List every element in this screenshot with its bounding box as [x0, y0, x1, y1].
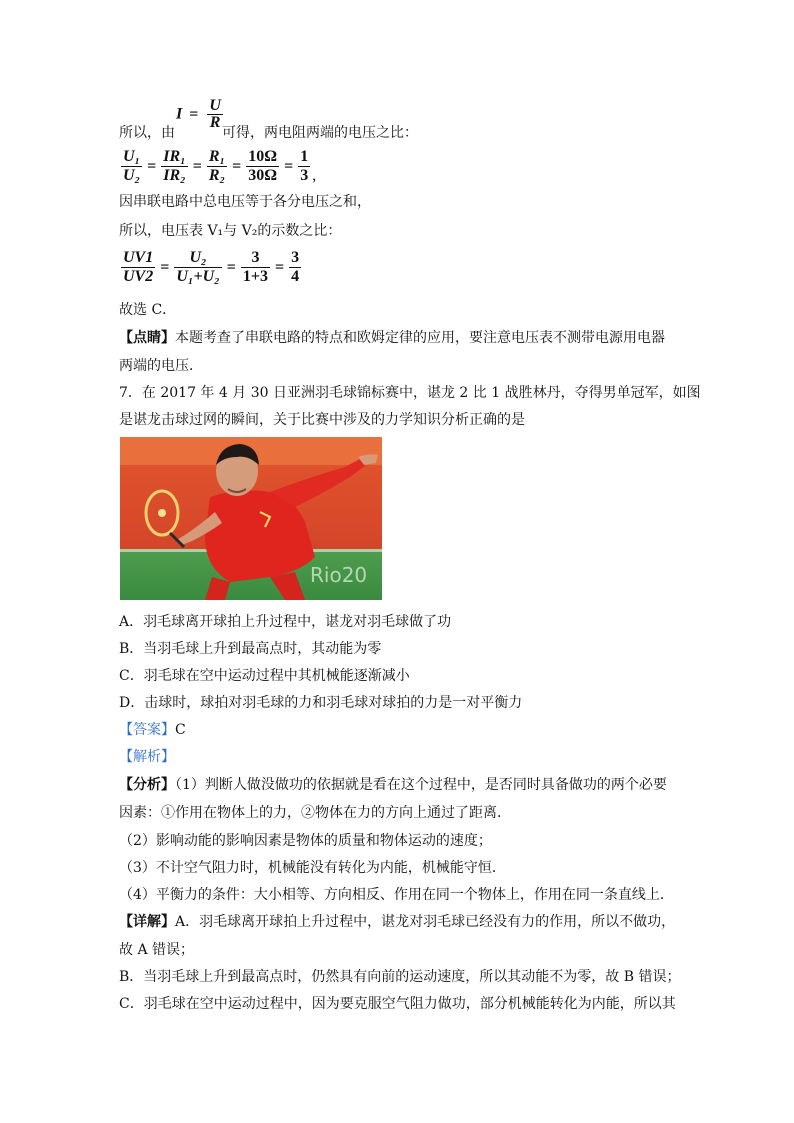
detail-line-3: B．当羽毛球上升到最高点时，仍然具有向前的运动速度，所以其动能不为零，故 B 错误； — [119, 969, 681, 985]
answer-value: C — [175, 722, 186, 738]
ohm-formula: I = $\frac{U}{R}$ — [176, 97, 221, 131]
formula-num: U — [209, 97, 221, 114]
intro-line — [119, 124, 418, 142]
intro-prefix: 所以，由 — [119, 125, 175, 141]
question-7-line-2: 是谌龙击球过网的瞬间，关于比赛中涉及的力学知识分析正确的是 — [119, 412, 525, 428]
option-c: C．羽毛球在空中运动过程中其机械能逐渐减小 — [119, 668, 410, 684]
analysis-line-2: 因素：①作用在物体上的力，②物体在力的方向上通过了距离． — [119, 805, 511, 821]
ratio2-one-plus-three: 1+3 — [242, 268, 268, 285]
comment-tag: 【点睛】 — [119, 330, 175, 346]
voltmeter-line: 所以，电压表 V₁与 V₂的示数之比： — [119, 223, 342, 239]
analysis-line-5: （4）平衡力的条件：大小相等、方向相反、作用在同一个物体上，作用在同一条直线上． — [119, 887, 674, 903]
choose-line: 故选 C． — [119, 302, 177, 318]
comment-line-1 — [119, 329, 665, 347]
ratio1-r1: R₁ — [208, 148, 226, 165]
detail-tag: 【详解】 — [119, 914, 175, 930]
badminton-player-image — [120, 437, 382, 600]
analysis-line-3: （2）影响动能的影响因素是物体的质量和物体运动的速度； — [119, 833, 492, 849]
analysis-p1-text: （1）判断人做没做功的依据就是看在这个过程中，是否同时具备做功的两个必要 — [175, 777, 667, 793]
detail-line-1 — [119, 913, 675, 931]
badminton-photo — [120, 437, 382, 600]
detail-a-text: A．羽毛球离开球拍上升过程中，谌龙对羽毛球已经没有力的作用，所以不做功， — [175, 914, 676, 930]
ratio2-uv2: UV2 — [123, 268, 154, 285]
voltage-ratio-formula: $\frac{\text{U₁}}{\text{U₂}}$ = $\frac{\text{IR₁}}{\text{IR₂}}$ = $\frac{\text{R₁}}{\text{R₂}}$ = $\frac{10\Omega}{30\Omega}$ = $\frac{1}{3}$ , — [123, 148, 317, 184]
ratio2-four: 4 — [291, 268, 300, 285]
formula-lhs: I — [176, 105, 183, 123]
formula-den: R — [209, 114, 221, 131]
rio-banner-text: Rio20 — [310, 563, 368, 587]
question-7-line-1: 7．在 2017 年 4 月 30 日亚洲羽毛球锦标赛中，谌龙 2 比 1 战胜林丹，夺得男单冠军，如图 — [119, 385, 701, 401]
comment-text: 本题考查了串联电路的特点和欧姆定律的应用，要注意电压表不测带电源用电器 — [175, 330, 665, 346]
comment-line-2: 两端的电压． — [119, 358, 203, 374]
series-line: 因串联电路中总电压等于各分电压之和， — [119, 194, 371, 210]
ratio1-ir2: IR₂ — [163, 167, 186, 184]
answer-tag: 【答案】 — [119, 722, 175, 738]
ratio1-one: 1 — [300, 148, 309, 165]
option-b: B．当羽毛球上升到最高点时，其动能为零 — [119, 641, 382, 657]
ratio1-10ohm: 10Ω — [248, 148, 278, 165]
ratio2-u2: U₂ — [174, 249, 221, 268]
detail-line-4: C．羽毛球在空中运动过程中，因为要克服空气阻力做功，部分机械能转化为内能，所以其 — [119, 996, 676, 1012]
ratio1-ir1: IR₁ — [163, 148, 186, 165]
analysis-tag-line: 【解析】 — [119, 749, 175, 765]
ratio1-r2: R₂ — [208, 167, 226, 184]
ratio2-uv1: UV1 — [123, 249, 154, 266]
detail-line-2: 故 A 错误； — [119, 942, 195, 958]
ratio1-u1: U₁ — [123, 148, 141, 165]
option-d: D．击球时，球拍对羽毛球的力和羽毛球对球拍的力是一对平衡力 — [119, 695, 523, 711]
answer-line — [119, 721, 186, 739]
intro-suffix: 可得，两电阻两端的电压之比： — [222, 125, 418, 141]
ratio1-u2: U₂ — [123, 167, 141, 184]
ratio2-sum: U₁+U₂ — [176, 268, 220, 285]
ratio1-three: 3 — [300, 167, 309, 184]
voltmeter-ratio-formula: $\frac{UV1}{UV2}$ = $\frac{\text{U₂}}{\text{U₁+U₂}}$ = $\frac{3}{1+3}$ = $\frac{3}{4}$ — [123, 249, 300, 285]
analysis-tag: 【分析】 — [119, 777, 175, 793]
option-a: A．羽毛球离开球拍上升过程中，谌龙对羽毛球做了功 — [119, 614, 452, 630]
ratio2-three-b: 3 — [291, 249, 300, 266]
ratio1-30ohm: 30Ω — [248, 167, 278, 184]
analysis-line-1 — [119, 776, 667, 794]
ratio1-comma: , — [312, 167, 317, 184]
ratio2-three: 3 — [241, 249, 270, 268]
analysis-line-4: （3）不计空气阻力时，机械能没有转化为内能，机械能守恒． — [119, 860, 506, 876]
